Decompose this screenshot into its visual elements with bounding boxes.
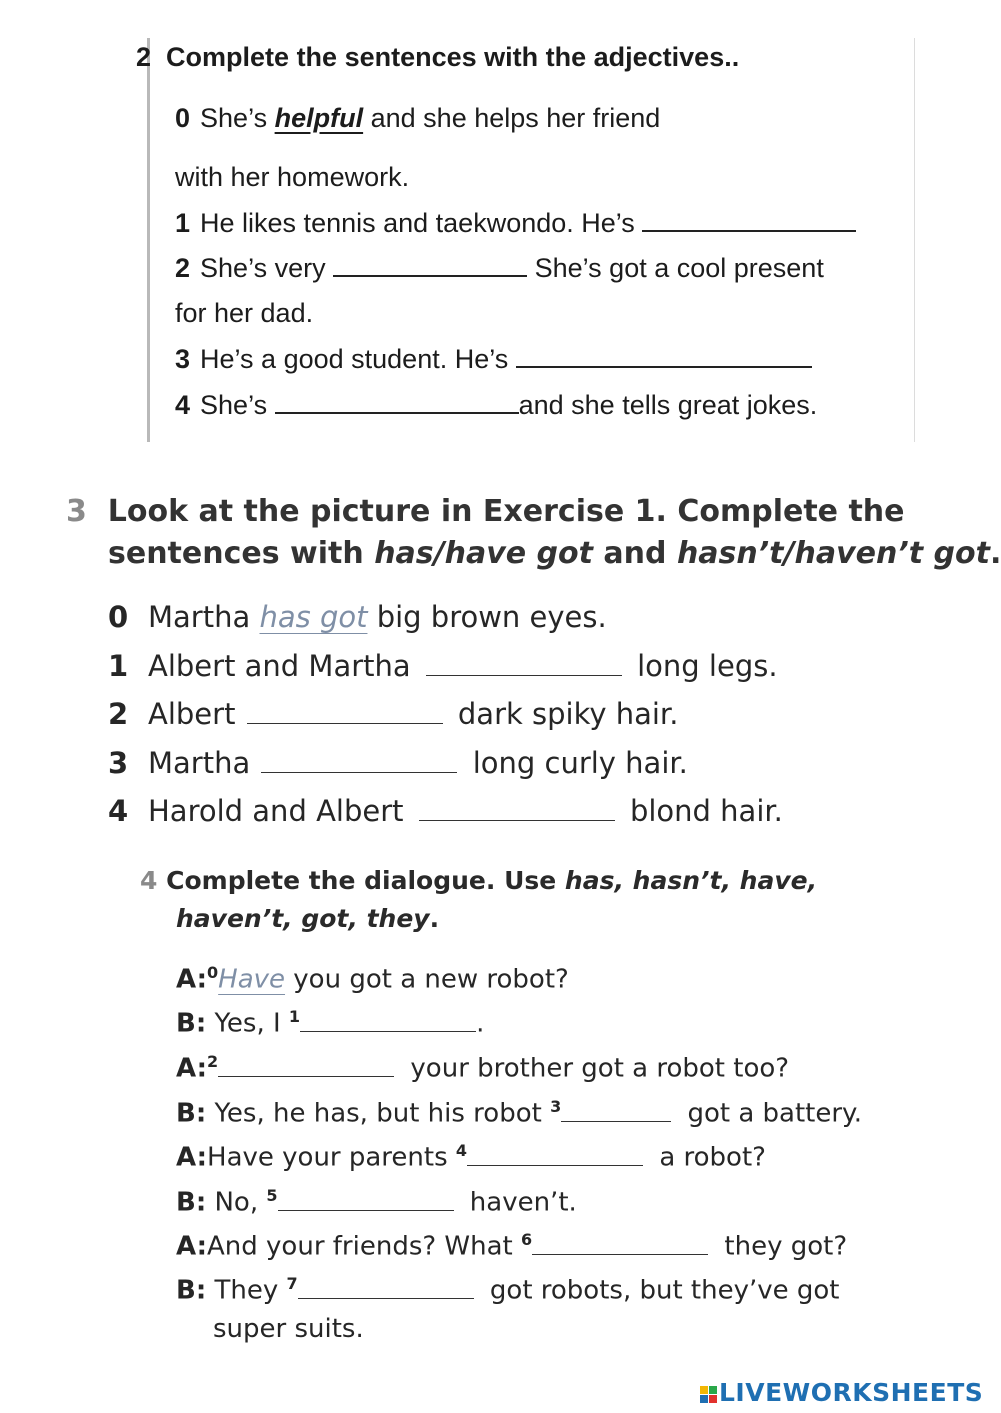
dialogue-line-7-continuation: super suits. xyxy=(213,1314,364,1344)
s2-item-1-blank[interactable] xyxy=(642,229,856,232)
dialogue-line-3-before: Yes, he has, but his robot xyxy=(214,1098,542,1129)
s3-title-part-c: and xyxy=(592,536,677,571)
s3-item-0-num: 0 xyxy=(108,600,129,634)
s3-item-3-num: 3 xyxy=(108,746,129,780)
dialogue-speaker: A: xyxy=(176,1231,208,1262)
s2-item-3-blank[interactable] xyxy=(516,365,812,368)
s3-title-part-d: hasn’t/haven’t got xyxy=(676,536,990,571)
dialogue-gap-number: 6 xyxy=(521,1230,533,1249)
dialogue-speaker: B: xyxy=(176,1275,207,1306)
s2-item-2-after: She’s got a cool present xyxy=(534,253,824,283)
s3-item-4-after: blond hair. xyxy=(629,794,783,828)
section2-title: Complete the sentences with the adjectives.. xyxy=(166,42,740,72)
s3-item-0-answer: has got xyxy=(259,600,368,634)
section4-title-a: Complete the dialogue. Use xyxy=(166,866,565,895)
dialogue-line-6-before: And your friends? What xyxy=(207,1231,513,1262)
section4-title-line2-b: . xyxy=(429,904,440,933)
dialogue-gap-number: 5 xyxy=(266,1186,278,1205)
section4-title-b: has, hasn’t, have, xyxy=(564,866,818,895)
section2-right-rule xyxy=(914,38,915,442)
s3-item-2-after: dark spiky hair. xyxy=(457,697,679,731)
dialogue-line-4-after: a robot? xyxy=(659,1142,766,1173)
s3-item-3-blank[interactable] xyxy=(261,771,457,773)
liveworksheets-mark-icon xyxy=(700,1386,717,1403)
dialogue-line-7 xyxy=(176,1274,840,1306)
s3-item-3-before: Martha xyxy=(148,746,251,780)
dialogue-gap-number: 7 xyxy=(286,1274,298,1293)
section2-left-rule xyxy=(147,38,150,442)
s3-item-1-num: 1 xyxy=(108,649,129,683)
s3-item-4-num: 4 xyxy=(108,794,129,828)
dialogue-line-2 xyxy=(176,1052,789,1084)
dialogue-speaker: B: xyxy=(176,1008,207,1039)
s2-item-2-num: 2 xyxy=(175,253,191,283)
dialogue-speaker: A: xyxy=(176,1053,208,1084)
s2-item-4-after: and she tells great jokes. xyxy=(518,390,818,420)
liveworksheets-logo[interactable] xyxy=(700,1378,983,1407)
s2-item-4-before: She’s xyxy=(200,390,268,420)
s2-item-1 xyxy=(175,208,856,239)
s3-item-4-blank[interactable] xyxy=(419,819,615,821)
s2-example-after: and she helps her friend xyxy=(370,103,661,133)
s2-item-2-blank[interactable] xyxy=(333,274,527,277)
s3-item-1 xyxy=(108,649,778,683)
dialogue-line-1-before: Yes, I xyxy=(214,1008,281,1039)
dialogue-line-5-before: No, xyxy=(214,1187,259,1218)
s2-item-1-text: He likes tennis and taekwondo. He’s xyxy=(200,208,635,238)
s2-item-2-line2: for her dad. xyxy=(175,298,314,328)
dialogue-line-6-blank[interactable] xyxy=(532,1253,708,1255)
dialogue-gap-number: 4 xyxy=(455,1141,468,1160)
s3-item-0-before: Martha xyxy=(148,600,251,634)
dialogue-line-5-blank[interactable] xyxy=(278,1209,454,1211)
dialogue-line-6 xyxy=(176,1230,847,1262)
dialogue-line-5-after: haven’t. xyxy=(469,1187,577,1218)
s2-item-3 xyxy=(175,344,812,375)
dialogue-line-3 xyxy=(176,1097,862,1129)
s3-item-4-before: Harold and Albert xyxy=(148,794,404,828)
section2-number: 2 xyxy=(136,42,152,72)
s3-item-4 xyxy=(108,794,783,828)
s3-item-3 xyxy=(108,746,688,780)
s2-item-3-num: 3 xyxy=(175,344,191,374)
dialogue-line-6-after: they got? xyxy=(724,1231,848,1262)
s3-item-1-after: long legs. xyxy=(637,649,778,683)
s2-example-line2: with her homework. xyxy=(175,162,410,192)
s3-title-part-b: has/have got xyxy=(374,536,593,571)
s3-item-2-blank[interactable] xyxy=(247,722,443,724)
dialogue-line-3-blank[interactable] xyxy=(561,1120,671,1122)
dialogue-speaker: A: xyxy=(176,1142,208,1173)
dialogue-line-1-blank[interactable] xyxy=(300,1030,476,1032)
s2-item-2-before: She’s very xyxy=(200,253,326,283)
s3-item-2-num: 2 xyxy=(108,697,129,731)
s3-item-2-before: Albert xyxy=(148,697,236,731)
dialogue-line-3-after: got a battery. xyxy=(687,1098,862,1129)
section3-number: 3 xyxy=(66,494,87,529)
dialogue-line-5 xyxy=(176,1186,577,1218)
section4-number: 4 xyxy=(140,866,158,895)
dialogue-line-4 xyxy=(176,1141,766,1173)
s3-item-2 xyxy=(108,697,678,731)
s3-title-part-a: sentences with xyxy=(108,536,375,571)
dialogue-line-0-answer: Have xyxy=(218,964,286,995)
section2-heading xyxy=(136,42,739,73)
dialogue-line-2-blank[interactable] xyxy=(218,1075,394,1077)
s2-example-num: 0 xyxy=(175,103,191,133)
section4-heading-line2 xyxy=(176,904,439,933)
section3-heading-line2 xyxy=(108,536,1001,571)
s2-example xyxy=(175,103,660,134)
section4-title-line2-a: haven’t, got, they xyxy=(176,904,430,933)
section3-title-line1: Look at the picture in Exercise 1. Complete the xyxy=(107,494,905,529)
liveworksheets-logo-text: LIVEWORKSHEETS xyxy=(719,1378,984,1407)
dialogue-line-0-after: you got a new robot? xyxy=(293,964,569,995)
s2-example-answer: helpful xyxy=(274,103,364,133)
section3-heading-line1 xyxy=(66,494,905,529)
dialogue-speaker: B: xyxy=(176,1187,207,1218)
s2-item-2 xyxy=(175,253,824,284)
s2-item-3-text: He’s a good student. He’s xyxy=(200,344,509,374)
dialogue-line-7-blank[interactable] xyxy=(298,1297,474,1299)
dialogue-line-4-blank[interactable] xyxy=(467,1164,643,1166)
dialogue-speaker: A: xyxy=(176,964,208,995)
dialogue-line-0 xyxy=(176,963,569,995)
s3-item-3-after: long curly hair. xyxy=(472,746,688,780)
dialogue-line-7-after: got robots, but they’ve got xyxy=(489,1275,840,1306)
dialogue-speaker: B: xyxy=(176,1098,207,1129)
s3-item-1-blank[interactable] xyxy=(426,674,622,676)
dialogue-gap-number: 1 xyxy=(288,1007,301,1026)
dialogue-line-4-before: Have your parents xyxy=(207,1142,448,1173)
dialogue-line-1-after: . xyxy=(476,1008,485,1039)
s2-item-4 xyxy=(175,390,817,421)
dialogue-gap-number: 0 xyxy=(207,963,219,982)
dialogue-gap-number: 3 xyxy=(550,1097,562,1116)
s3-item-1-before: Albert and Martha xyxy=(148,649,411,683)
s3-title-part-e: . xyxy=(989,536,1001,571)
s2-item-4-blank[interactable] xyxy=(275,411,519,414)
dialogue-line-2-after: your brother got a robot too? xyxy=(410,1053,790,1084)
s2-item-1-num: 1 xyxy=(175,208,191,238)
s3-item-0-after: big brown eyes. xyxy=(376,600,607,634)
dialogue-line-7-before: They xyxy=(214,1275,279,1306)
s3-item-0 xyxy=(108,600,607,634)
s2-example-before: She’s xyxy=(200,103,268,133)
dialogue-line-1 xyxy=(176,1007,484,1039)
section4-heading-line1 xyxy=(140,866,817,895)
dialogue-gap-number: 2 xyxy=(207,1052,219,1071)
s2-item-4-num: 4 xyxy=(175,390,191,420)
